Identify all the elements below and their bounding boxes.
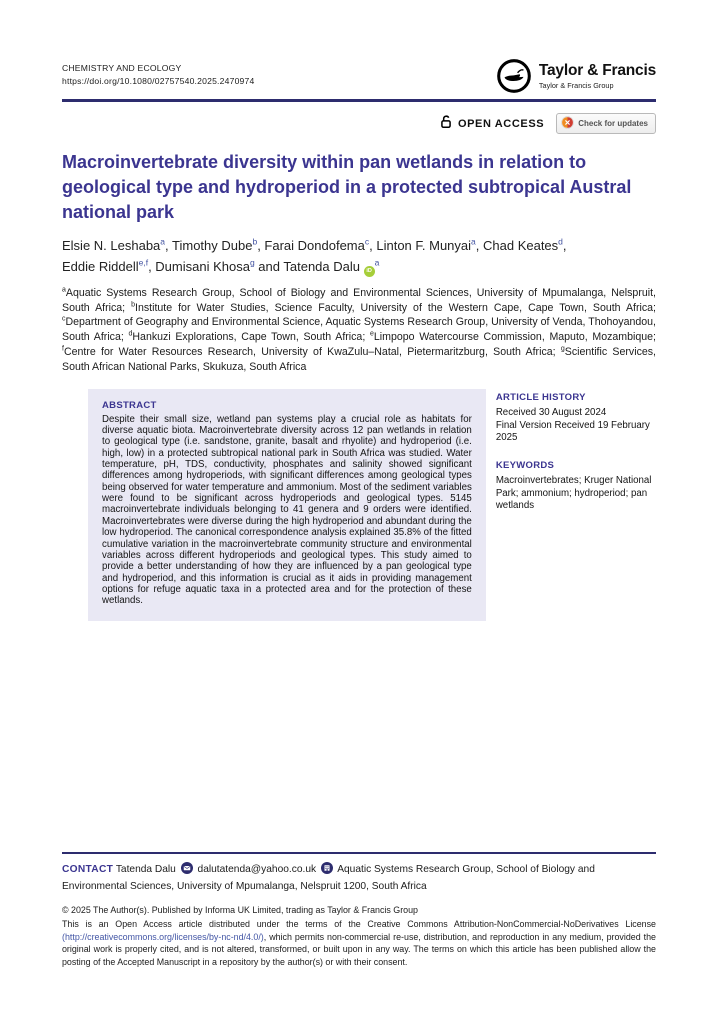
header-rule [62, 99, 656, 102]
history-received: Received 30 August 2024 [495, 407, 607, 419]
contact-address: Aquatic Systems Research Group, School of Biology and Environmental Sciences, University of Mpumalanga, Nelspruit 1200, South Africa [62, 864, 595, 893]
author-name: Tatenda Dalu $iD^a$ [283, 259, 379, 274]
history-final-version: Final Version Received 19 February 2025 [495, 419, 650, 444]
affiliation: $^a$Aquatic Systems Research Group, School of Biology and Environmental Sciences, University of Mpumalanga, Nelspruit, South Africa; [62, 286, 656, 314]
abstract-section [88, 389, 656, 621]
author-name: Timothy Dube$^b$ [172, 237, 258, 254]
license-text-post: , which permits non-commercial re-use, distribution, and reproduction in any medium, provided the original work is properly cited, and is not altered, transformed, or built upon in any way. The terms on which this article has been published allow the posting of the Accepted Manuscript in a repository by the author(s) or with their consent. [62, 931, 656, 968]
keywords-text: Macroinvertebrates; Kruger National Park; ammonium; hydroperiod; pan wetlands [495, 475, 652, 512]
abstract-box [88, 389, 486, 621]
envelope-icon [181, 862, 193, 879]
license-text-pre: This is an Open Access article distributed under the terms of the Creative Commons Attribution-NonCommercial-NoDerivatives License [62, 918, 656, 929]
footer-rule [62, 852, 656, 854]
access-row [62, 113, 656, 134]
affiliation: $^d$Hankuzi Explorations, Cape Town, South Africa; [128, 330, 370, 344]
author-name: Dumisani Khosa$^g$ [155, 257, 255, 274]
check-for-updates-label: Check for updates [578, 119, 648, 128]
article-title: Macroinvertebrate diversity within pan wetlands in relation to geological type and hydroperiod in a protected subtropical Austral national park [62, 152, 632, 222]
article-meta-column [496, 389, 656, 621]
affiliation: $^f$Centre for Water Resources Research, University of KwaZulu–Natal, Pietermaritzburg, South Africa; [62, 345, 561, 359]
journal-name: CHEMISTRY AND ECOLOGY [62, 63, 182, 73]
keywords-heading: KEYWORDS [495, 459, 555, 471]
contact-block [62, 862, 656, 895]
logo-tagline: Taylor & Francis Group [538, 81, 614, 90]
affiliation: $^b$Institute for Water Studies, Science Faculty, University of the Western Cape, Cape Town, South Africa; [131, 301, 656, 314]
license-url[interactable]: (http://creativecommons.org/licenses/by-nc-nd/4.0/) [62, 931, 264, 942]
open-access-badge [439, 114, 544, 133]
author-name: Eddie Riddell$^{e,f}$ [62, 257, 149, 274]
taylor-francis-lamp-icon [496, 58, 532, 94]
abstract-heading: ABSTRACT [102, 399, 157, 411]
building-icon [321, 862, 333, 879]
author-list: Elsie N. Leshaba$^a$, Timothy Dube$^b$, Farai Dondofema$^c$, Linton F. Munyai$^a$, Chad Keates$^d$, Eddie Riddell$^{e,f}$, Dumisani Khosa$^g$ and Tatenda Dalu $iD^a$ [62, 236, 582, 276]
contact-email[interactable]: dalutatenda@yahoo.co.uk [197, 864, 317, 875]
author-name: Chad Keates$^d$ [483, 237, 563, 254]
journal-block [62, 58, 255, 88]
logo-title: Taylor & Francis [538, 62, 656, 79]
copyright-line: © 2025 The Author(s). Published by Informa UK Limited, trading as Taylor & Francis Group [62, 904, 418, 915]
crossmark-icon [561, 116, 574, 131]
check-for-updates-button[interactable] [556, 113, 656, 134]
author-name: Linton F. Munyai$^a$ [376, 237, 476, 254]
doi-link[interactable]: https://doi.org/10.1080/02757540.2025.2470974 [62, 76, 255, 87]
publisher-logo[interactable] [496, 58, 656, 94]
open-access-label: OPEN ACCESS [457, 117, 545, 130]
contact-label: CONTACT [62, 864, 114, 875]
footer-block [62, 852, 656, 969]
abstract-text: Despite their small size, wetland pan systems play a crucial role as habitats for diverse aquatic biota. Macroinvertebrate diversity across 12 pan wetlands in relation to geological type (i.e. sandstone, granite, basalt and rhyolite) and hydroperiod (i.e. high, low) in a protected subtropical national park in South Africa was studied. Water temperature, pH, TDS, conductivity, phosphates and salinity showed significant differences among hydroperiods, with significant differences among geological types being observed for water temperature and ammonium. Most of the sediment variables were found to be significant across hydroperiods and geological types. 5145 macroinvertebrate individuals belonging to 41 genera and 9 orders were identified. Macroinvertebrates were diverse during the high hydroperiod and abundant during the low hydroperiod. The canonical correspondence analysis explained 35.8% of the fitted cumulative variation in the macroinvertebrate community structure and environmental variables across different hydroperiods and geological types. This study aimed to provide a better understanding of how they are influenced by a pan geological type and hydroperiod, and this information is crucial as it aids in providing management options for refuge aquatic taxa in a protected area and for the protection of these wetlands. [102, 413, 472, 607]
license-paragraph [62, 918, 656, 970]
affiliation: $^e$Limpopo Watercourse Commission, Maputo, Mozambique; [369, 330, 656, 344]
orcid-icon[interactable]: iD [364, 266, 375, 277]
affiliation-list [62, 286, 656, 375]
page-header [62, 58, 656, 94]
author-name: Elsie N. Leshaba$^a$ [62, 237, 166, 254]
open-lock-icon [439, 114, 453, 133]
affiliation: $^g$Scientific Services, South African National Parks, Skukuza, South Africa [62, 345, 656, 373]
author-name: Farai Dondofema$^c$ [264, 237, 370, 254]
logo-text [539, 62, 656, 90]
article-history-heading: ARTICLE HISTORY [495, 391, 586, 403]
affiliation: $^c$Department of Geography and Environmental Science, Aquatic Systems Research Group, University of Venda, Thohoyandou, South Africa; [62, 315, 656, 344]
contact-name: Tatenda Dalu [115, 864, 176, 875]
